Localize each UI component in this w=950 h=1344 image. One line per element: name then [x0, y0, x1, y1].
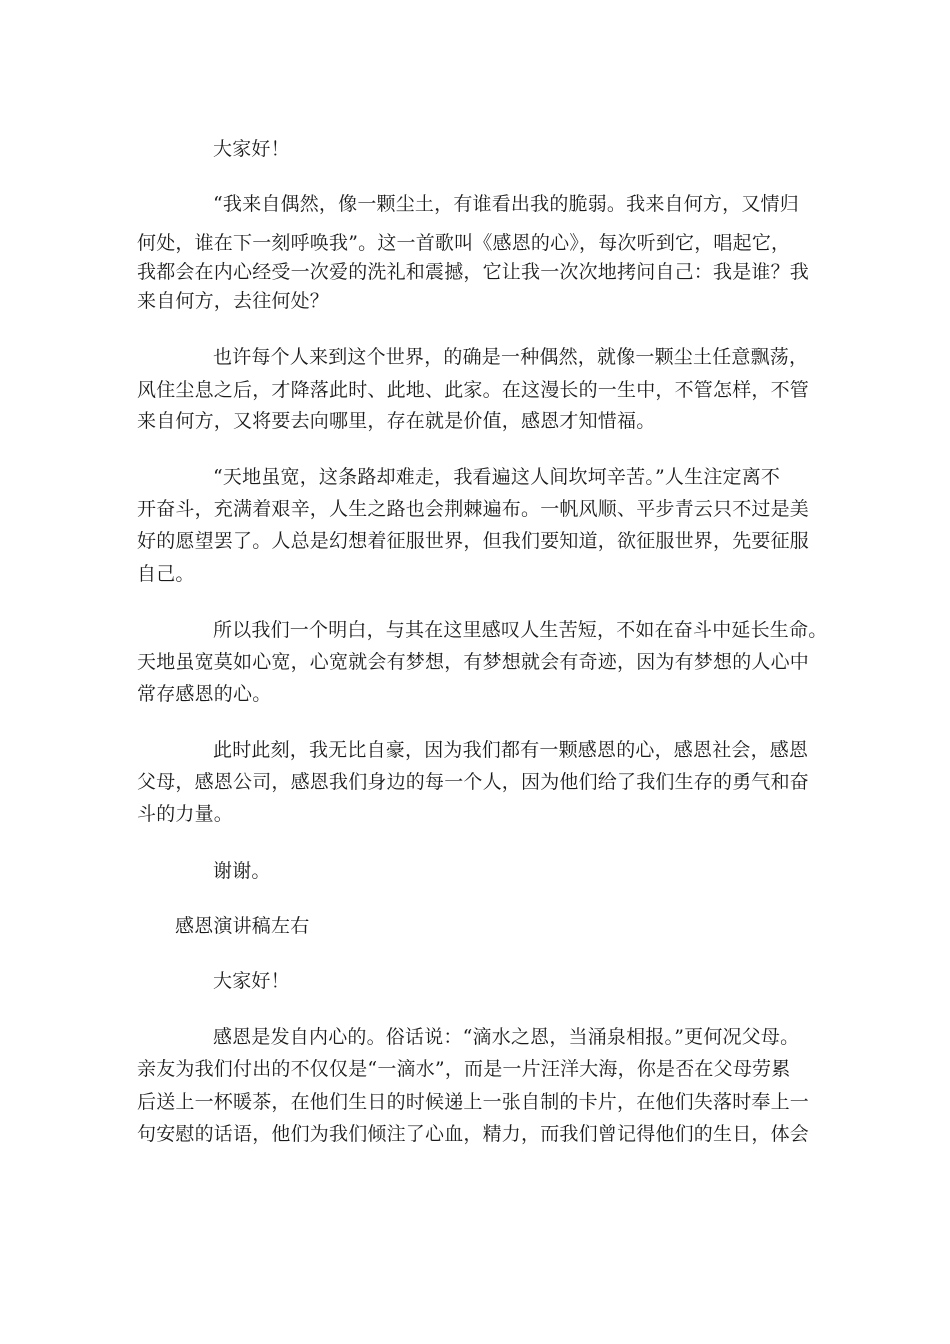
paragraph-2-line-1: 也许每个人来到这个世界，的确是一种偶然，就像一颗尘土任意飘荡，	[213, 346, 809, 368]
paragraph-1-line-1: “我来自偶然，像一颗尘土，有谁看出我的脆弱。我来自何方，又情归	[213, 193, 799, 215]
paragraph-3-line-1: “天地虽宽，这条路却难走，我看遍这人间坎坷辛苦。”人生注定离不	[213, 466, 781, 488]
paragraph-2-line-2: 风住尘息之后，才降落此时、此地、此家。在这漫长的一生中，不管怎样，不管	[137, 379, 810, 401]
paragraph-3-line-2: 开奋斗，充满着艰辛，人生之路也会荆棘遍布。一帆风顺、平步青云只不过是美	[137, 498, 810, 520]
paragraph-5-line-2: 父母，感恩公司，感恩我们身边的每一个人，因为他们给了我们生存的勇气和奋	[137, 771, 810, 793]
paragraph-5-line-3: 斗的力量。	[137, 803, 234, 825]
paragraph-4-line-3: 常存感恩的心。	[137, 683, 272, 705]
paragraph-5-line-1: 此时此刻，我无比自豪，因为我们都有一颗感恩的心，感恩社会，感恩	[213, 739, 809, 761]
paragraph-4-line-1: 所以我们一个明白，与其在这里感叹人生苦短，不如在奋斗中延长生命。	[213, 619, 828, 641]
section-title: 感恩演讲稿左右	[175, 915, 310, 937]
paragraph-1-line-4: 来自何方，去往何处？	[137, 290, 330, 312]
paragraph-1-line-2: 何处，谁在下一刻呼唤我”。这一首歌叫《感恩的心》，每次听到它，唱起它，	[137, 232, 791, 254]
paragraph-2-line-3: 来自何方，又将要去向哪里，存在就是价值，感恩才知惜福。	[137, 410, 656, 432]
paragraph-1-line-3: 我都会在内心经受一次爱的洗礼和震撼，它让我一次次地拷问自己：我是谁？我	[137, 261, 810, 283]
paragraph-6-line-2: 亲友为我们付出的不仅仅是“一滴水”，而是一片汪洋大海，你是否在父母劳累	[137, 1058, 791, 1080]
paragraph-4-line-2: 天地虽宽莫如心宽，心宽就会有梦想，有梦想就会有奇迹，因为有梦想的人心中	[137, 651, 810, 673]
paragraph-3-line-3: 好的愿望罢了。人总是幻想着征服世界，但我们要知道，欲征服世界，先要征服	[137, 530, 810, 552]
greeting-2: 大家好！	[213, 970, 290, 992]
paragraph-6-line-3: 后送上一杯暖茶，在他们生日的时候递上一张自制的卡片，在他们失落时奉上一	[137, 1091, 810, 1113]
paragraph-6-line-1: 感恩是发自内心的。俗话说：“滴水之恩，当涌泉相报。”更何况父母。	[213, 1026, 800, 1048]
thanks: 谢谢。	[213, 860, 271, 882]
paragraph-3-line-4: 自己。	[137, 563, 195, 585]
greeting: 大家好！	[213, 138, 290, 160]
paragraph-6-line-4: 句安慰的话语，他们为我们倾注了心血，精力，而我们曾记得他们的生日，体会	[137, 1123, 810, 1145]
